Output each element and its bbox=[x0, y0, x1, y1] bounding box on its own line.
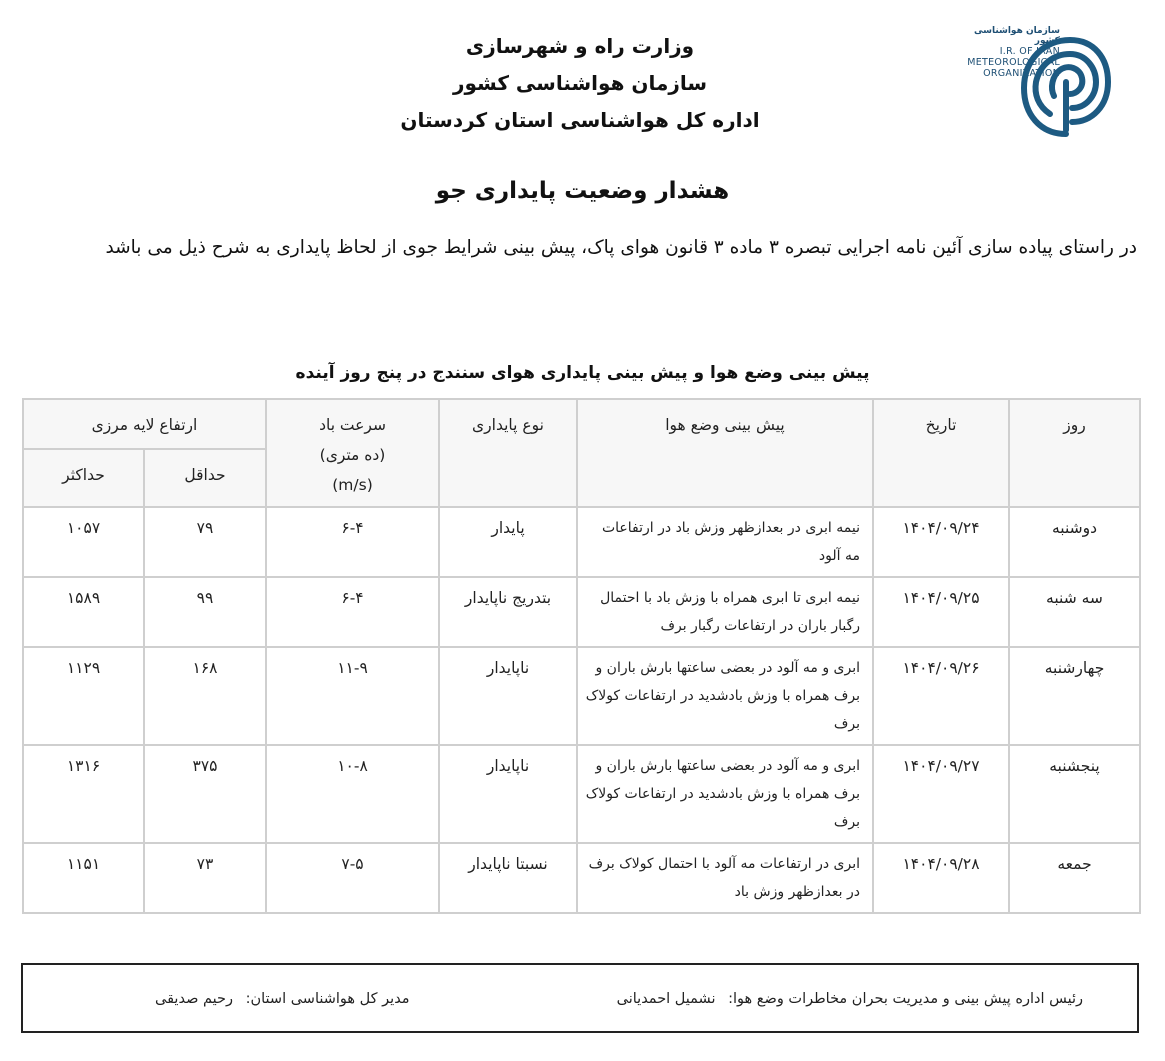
header-day: روز bbox=[1009, 399, 1140, 507]
cell-date: ۱۴۰۴/۰۹/۲۴ bbox=[873, 507, 1009, 577]
cell-min: ۷۳ bbox=[144, 843, 266, 913]
cell-max: ۱۱۲۹ bbox=[23, 647, 144, 745]
forecast-head-signature bbox=[617, 991, 1083, 1007]
table-row bbox=[23, 507, 1140, 577]
cell-wind: ۶-۴ bbox=[266, 577, 439, 647]
wind-speed-height: (ده متری) bbox=[319, 446, 386, 464]
cell-weather: نیمه ابری در بعدازظهر وزش باد در ارتفاعات مه آلود bbox=[577, 507, 873, 577]
logo-english-line-1: I.R. OF IRAN bbox=[999, 46, 1060, 57]
spiral-emblem-icon bbox=[1020, 30, 1112, 140]
director-name: رحیم صدیقی bbox=[155, 991, 233, 1007]
ministry-name: وزارت راه و شهرسازی bbox=[465, 34, 695, 58]
cell-stability: ناپایدار bbox=[439, 647, 577, 745]
header-date: تاریخ bbox=[873, 399, 1009, 507]
header-min: حداقل bbox=[144, 449, 266, 507]
table-row bbox=[23, 843, 1140, 913]
cell-stability: ناپایدار bbox=[439, 745, 577, 843]
cell-wind: ۷-۵ bbox=[266, 843, 439, 913]
director-signature bbox=[155, 991, 410, 1007]
cell-max: ۱۰۵۷ bbox=[23, 507, 144, 577]
cell-weather: نیمه ابری تا ابری همراه با وزش باد با احتمال رگبار باران در ارتفاعات رگبار برف bbox=[577, 577, 873, 647]
cell-stability: نسبتا ناپایدار bbox=[439, 843, 577, 913]
wind-speed-label: سرعت باد bbox=[319, 416, 386, 434]
cell-day: جمعه bbox=[1009, 843, 1140, 913]
header-max: حداکثر bbox=[23, 449, 144, 507]
cell-stability: بتدریج ناپایدار bbox=[439, 577, 577, 647]
cell-date: ۱۴۰۴/۰۹/۲۷ bbox=[873, 745, 1009, 843]
cell-weather: ابری و مه آلود در بعضی ساعتها بارش باران و برف همراه با وزش بادشدید در ارتفاعات کولاک برف bbox=[577, 647, 873, 745]
meteorological-organization-logo bbox=[950, 22, 1120, 142]
document-header bbox=[0, 18, 1165, 148]
cell-wind: ۱۱-۹ bbox=[266, 647, 439, 745]
forecast-head-name: نشمیل احمدیانی bbox=[616, 991, 716, 1007]
cell-date: ۱۴۰۴/۰۹/۲۵ bbox=[873, 577, 1009, 647]
organization-name: سازمان هواشناسی کشور bbox=[452, 71, 708, 95]
forecast-head-label: رئیس اداره پیش بینی و مدیریت بحران مخاطرات وضع هوا: bbox=[728, 991, 1083, 1007]
cell-day: چهارشنبه bbox=[1009, 647, 1140, 745]
director-label: مدیر کل هواشناسی استان: bbox=[245, 991, 410, 1007]
logo-persian-name: سازمان هواشناسی کشور bbox=[973, 26, 1060, 46]
table-row bbox=[23, 647, 1140, 745]
intro-paragraph: در راستای پیاده سازی آئین نامه اجرایی تبصره ۳ ماده ۳ قانون هوای پاک، پیش بینی شرایط جوی از لحاظ پایداری به شرح ذیل می باشد bbox=[105, 237, 1137, 258]
header-stability: نوع پایداری bbox=[439, 399, 577, 507]
cell-wind: ۶-۴ bbox=[266, 507, 439, 577]
logo-english-line-2: METEOROLOGICAL bbox=[967, 57, 1060, 68]
cell-wind: ۱۰-۸ bbox=[266, 745, 439, 843]
cell-min: ۳۷۵ bbox=[144, 745, 266, 843]
cell-min: ۱۶۸ bbox=[144, 647, 266, 745]
header-boundary-layer: ارتفاع لایه مرزی bbox=[23, 399, 266, 449]
table-row bbox=[23, 577, 1140, 647]
cell-weather: ابری و مه آلود در بعضی ساعتها بارش باران و برف همراه با وزش بادشدید در ارتفاعات کولاک برف bbox=[577, 745, 873, 843]
table-header-row bbox=[23, 399, 1140, 449]
header-wind-speed bbox=[266, 399, 439, 507]
organization-lines bbox=[330, 28, 830, 139]
cell-min: ۷۹ bbox=[144, 507, 266, 577]
cell-max: ۱۳۱۶ bbox=[23, 745, 144, 843]
table-row bbox=[23, 745, 1140, 843]
cell-min: ۹۹ bbox=[144, 577, 266, 647]
cell-date: ۱۴۰۴/۰۹/۲۸ bbox=[873, 843, 1009, 913]
page-title: هشدار وضعیت پایداری جو bbox=[435, 178, 730, 204]
header-weather: پیش بینی وضع هوا bbox=[577, 399, 873, 507]
signature-footer bbox=[21, 963, 1139, 1033]
forecast-table bbox=[22, 398, 1141, 914]
cell-day: دوشنبه bbox=[1009, 507, 1140, 577]
cell-day: سه شنبه bbox=[1009, 577, 1140, 647]
cell-max: ۱۱۵۱ bbox=[23, 843, 144, 913]
cell-day: پنجشنبه bbox=[1009, 745, 1140, 843]
wind-speed-unit: (m/s) bbox=[332, 476, 373, 494]
cell-max: ۱۵۸۹ bbox=[23, 577, 144, 647]
provincial-office-name: اداره کل هواشناسی استان کردستان bbox=[400, 108, 760, 132]
cell-stability: پایدار bbox=[439, 507, 577, 577]
table-caption: پیش بینی وضع هوا و پیش بینی پایداری هوای سنندج در پنج روز آینده bbox=[295, 363, 870, 383]
cell-weather: ابری در ارتفاعات مه آلود با احتمال کولاک برف در بعدازظهر وزش باد bbox=[577, 843, 873, 913]
cell-date: ۱۴۰۴/۰۹/۲۶ bbox=[873, 647, 1009, 745]
logo-english-line-3: ORGANIZATION bbox=[983, 68, 1060, 79]
